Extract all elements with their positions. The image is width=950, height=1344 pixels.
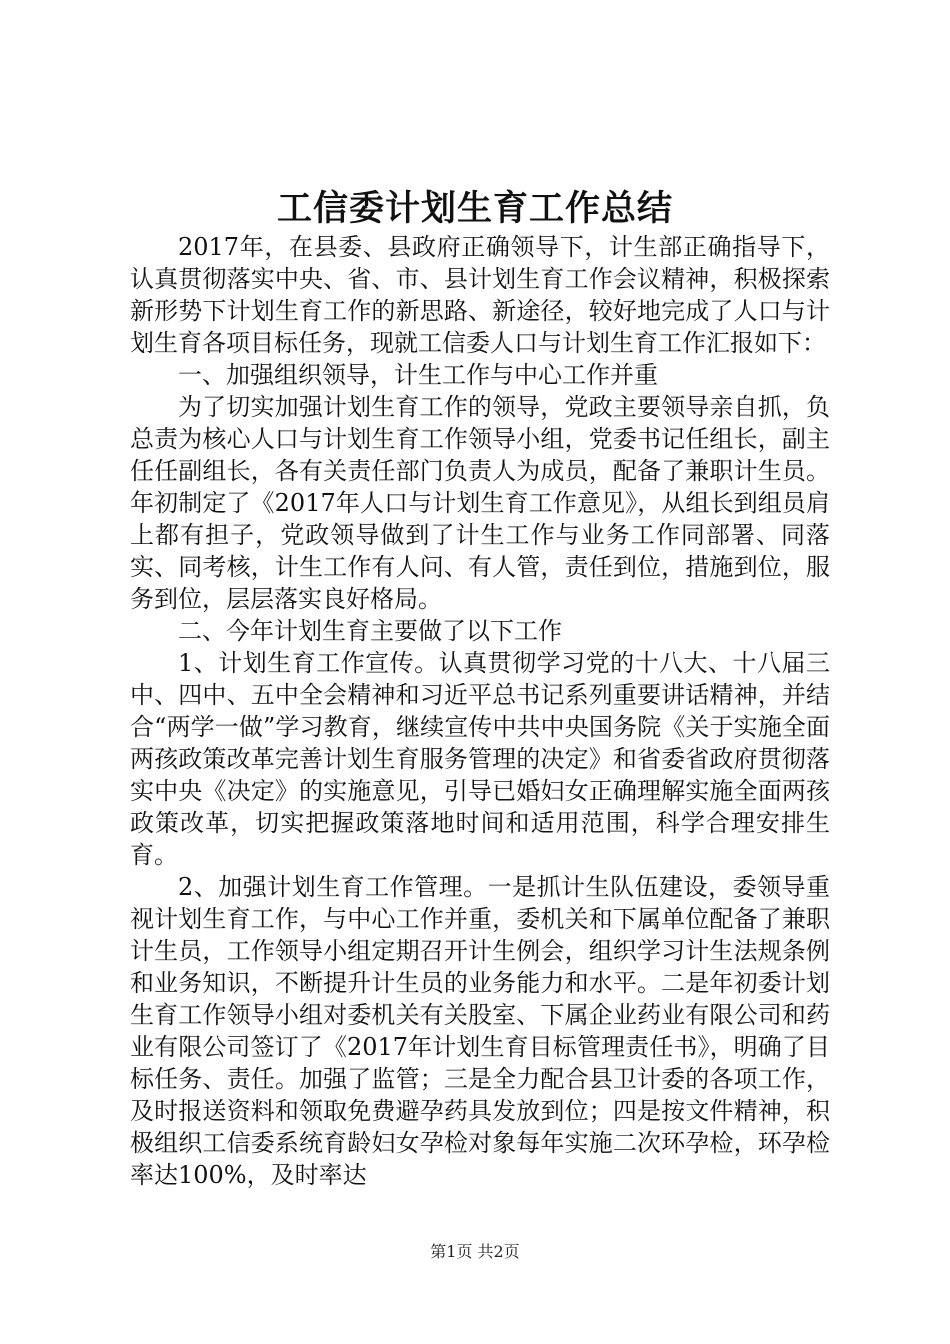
paragraph-intro: 2017年，在县委、县政府正确领导下，计生部正确指导下，认真贯彻落实中央、省、市、县计划生育工作会议精神，积极探索新形势下计划生育工作的新思路、新途径，较好地完成了人口与计划生育各项目标任务，现就工信委人口与计划生育工作汇报如下： bbox=[130, 233, 830, 357]
document-body bbox=[130, 231, 830, 1191]
document-title: 工信委计划生育工作总结 bbox=[276, 188, 673, 229]
page-number-footer: 第1页 共2页 bbox=[430, 1242, 520, 1261]
section-heading-2: 二、今年计划生育主要做了以下工作 bbox=[178, 617, 562, 645]
paragraph-section-1: 为了切实加强计划生育工作的领导，党政主要领导亲自抓，负总责为核心人口与计划生育工作领导小组，党委书记任组长，副主任任副组长，各有关责任部门负责人为成员，配备了兼职计生员。年初制定了《2017年人口与计划生育工作意见》，从组长到组员肩上都有担子，党政领导做到了计生工作与业务工作同部署、同落实、同考核，计生工作有人问、有人管，责任到位，措施到位，服务到位，层层落实良好格局。 bbox=[130, 393, 830, 613]
paragraph-management: 2、加强计划生育工作管理。一是抓计生队伍建设，委领导重视计划生育工作，与中心工作并重，委机关和下属单位配备了兼职计生员，工作领导小组定期召开计生例会，组织学习计生法规条例和业务知识，不断提升计生员的业务能力和水平。二是年初委计划生育工作领导小组对委机关有关股室、下属企业药业有限公司和药业有限公司签订了《2017年计划生育目标管理责任书》，明确了目标任务、责任。加强了监管；三是全力配合县卫计委的各项工作，及时报送资料和领取免费避孕药具发放到位；四是按文件精神，积极组织工信委系统育龄妇女孕检对象每年实施二次环孕检，环孕检率达100%，及时率达 bbox=[130, 873, 830, 1189]
paragraph-publicity: 1、计划生育工作宣传。认真贯彻学习党的十八大、十八届三中、四中、五中全会精神和习近平总书记系列重要讲话精神，并结合“两学一做”学习教育，继续宣传中共中央国务院《关于实施全面两孩政策改革完善计划生育服务管理的决定》和省委省政府贯彻落实中央《决定》的实施意见，引导已婚妇女正确理解实施全面两孩政策改革，切实把握政策落地时间和适用范围，科学合理安排生育。 bbox=[130, 649, 830, 869]
section-heading-1: 一、加强组织领导，计生工作与中心工作并重 bbox=[178, 361, 658, 389]
